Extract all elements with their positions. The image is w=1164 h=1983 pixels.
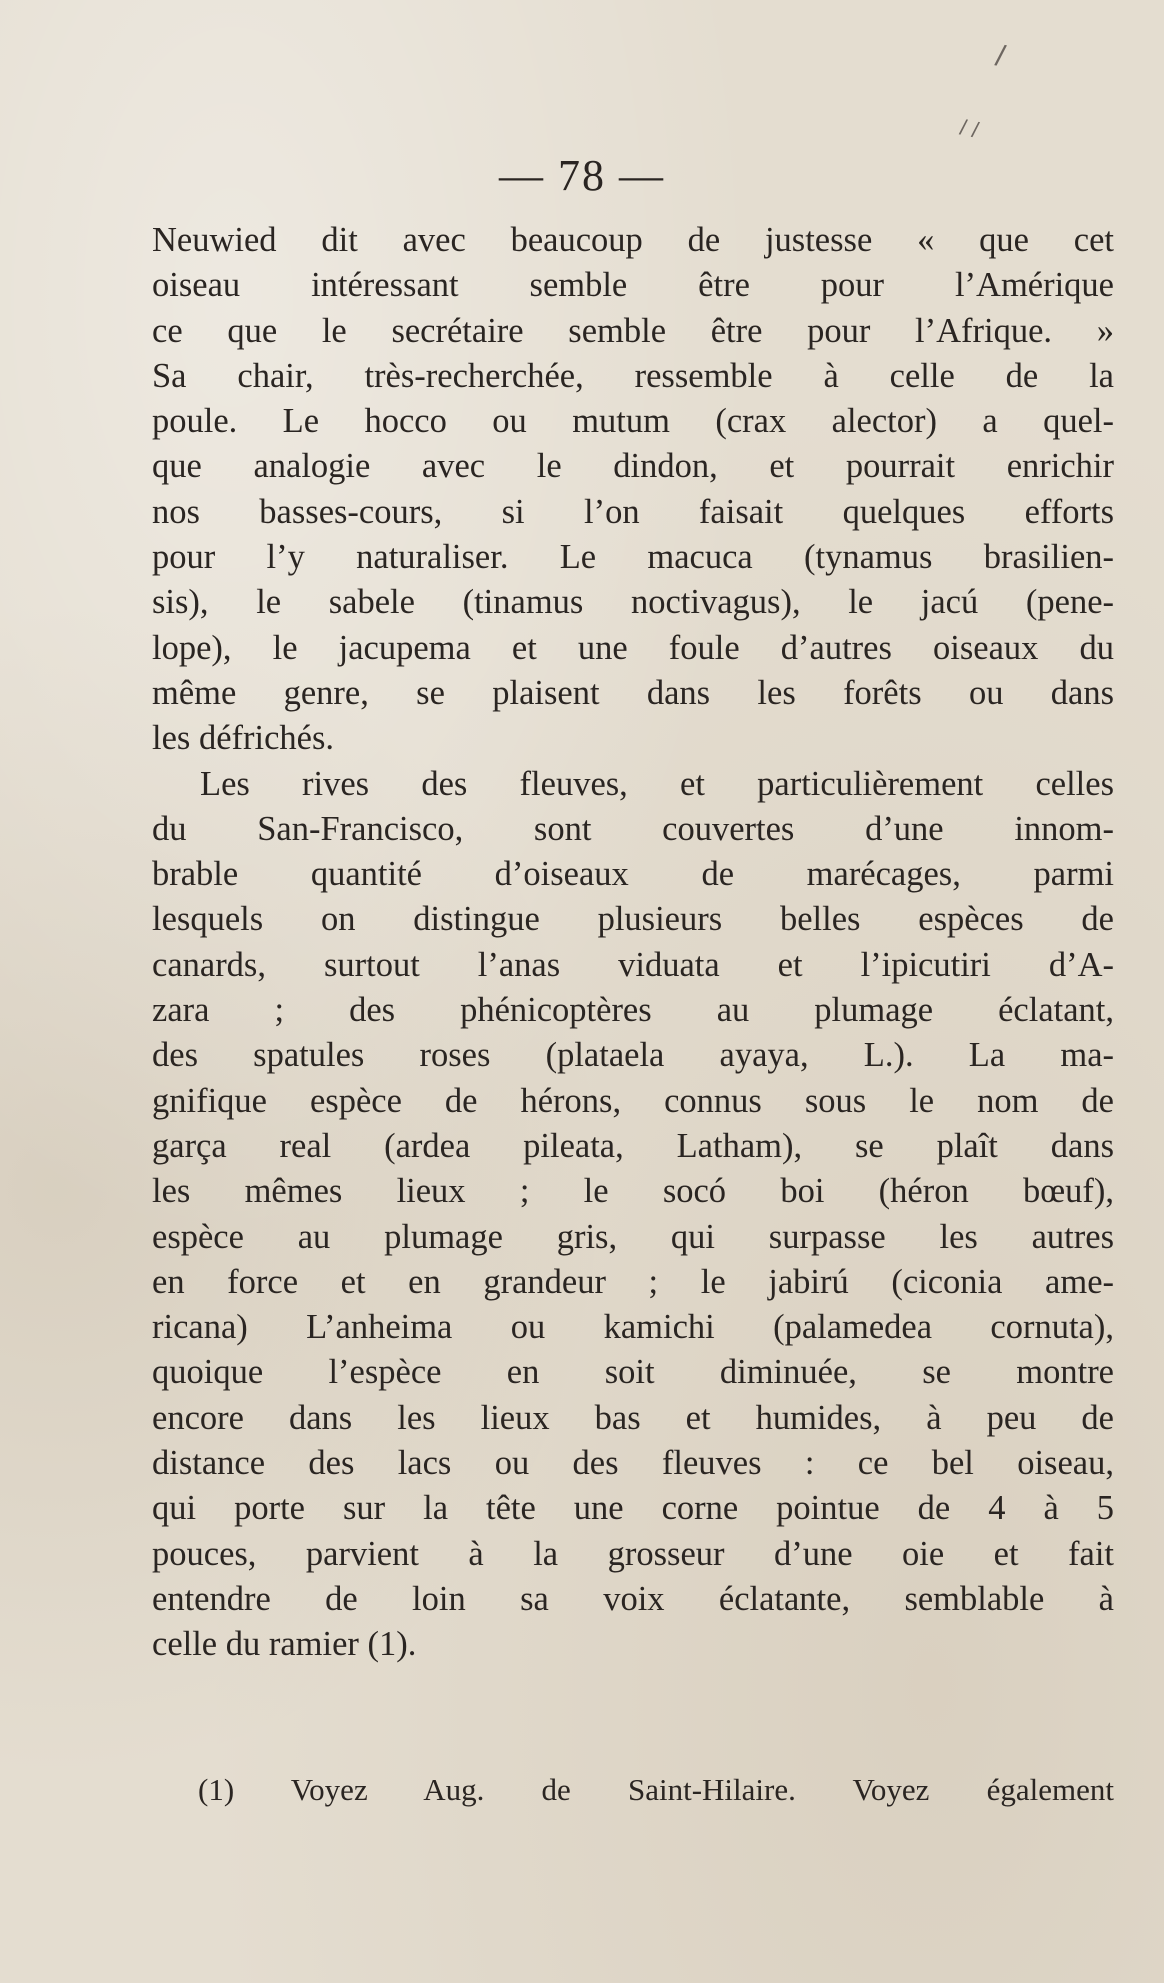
text-line: même genre, se plaisent dans les forêts ou dans bbox=[152, 673, 1114, 712]
text-line: en force et en grandeur ; le jabirú (ciconia ame- bbox=[152, 1262, 1114, 1301]
text-line: des spatules roses (plataela ayaya, L.). La ma- bbox=[152, 1036, 1114, 1075]
pencil-mark: / bbox=[992, 39, 1008, 74]
text-line: lesquels on distingue plusieurs belles espèces de bbox=[152, 900, 1114, 939]
text-line: sis), le sabele (tinamus noctivagus), le jacú (pene- bbox=[152, 583, 1114, 622]
text-line: distance des lacs ou des fleuves : ce bel oiseau, bbox=[152, 1444, 1114, 1483]
body-text bbox=[152, 218, 1114, 1668]
text-line: canards, surtout l’anas viduata et l’ipicutiri d’A- bbox=[152, 945, 1114, 984]
text-line: lope), le jacupema et une foule d’autres oiseaux du bbox=[152, 628, 1114, 667]
text-line: qui porte sur la tête une corne pointue de 4 à 5 bbox=[152, 1489, 1114, 1528]
text-line: poule. Le hocco ou mutum (crax alector) a quel- bbox=[152, 402, 1114, 441]
text-line: les défrichés. bbox=[152, 719, 335, 758]
text-line: du San-Francisco, sont couvertes d’une innom- bbox=[152, 809, 1114, 848]
text-line: celle du ramier (1). bbox=[152, 1625, 417, 1664]
text-line: nos basses-cours, si l’on faisait quelques efforts bbox=[152, 492, 1114, 531]
text-line: gnifique espèce de hérons, connus sous le nom de bbox=[152, 1081, 1114, 1120]
footnote: (1) Voyez Aug. de Saint-Hilaire. Voyez également bbox=[198, 1772, 1114, 1807]
text-line: Neuwied dit avec beaucoup de justesse « que cet bbox=[152, 221, 1114, 259]
text-line: garça real (ardea pileata, Latham), se plaît dans bbox=[152, 1126, 1114, 1165]
text-line: que analogie avec le dindon, et pourrait enrichir bbox=[152, 447, 1114, 486]
text-line: les mêmes lieux ; le socó boi (héron bœuf), bbox=[152, 1172, 1114, 1211]
page-number: — 78 — bbox=[499, 151, 665, 200]
text-line: pour l’y naturaliser. Le macuca (tynamus brasilien- bbox=[152, 538, 1114, 577]
text-line: ce que le secrétaire semble être pour l’Afrique. » bbox=[152, 311, 1114, 350]
text-line: entendre de loin sa voix éclatante, semblable à bbox=[152, 1579, 1114, 1618]
text-line: pouces, parvient à la grosseur d’une oie et fait bbox=[152, 1534, 1114, 1573]
paragraph-start-line: Les rives des fleuves, et particulièrement celles bbox=[200, 764, 1114, 803]
text-line: ricana) L’anheima ou kamichi (palamedea cornuta), bbox=[152, 1308, 1114, 1347]
text-line: Sa chair, très-recherchée, ressemble à celle de la bbox=[152, 356, 1114, 395]
text-line: espèce au plumage gris, qui surpasse les autres bbox=[152, 1217, 1114, 1256]
text-line: encore dans les lieux bas et humides, à peu de bbox=[152, 1398, 1114, 1437]
text-line: zara ; des phénicoptères au plumage éclatant, bbox=[152, 991, 1114, 1030]
text-line: oiseau intéressant semble être pour l’Amérique bbox=[152, 266, 1114, 305]
pencil-mark: / / bbox=[957, 114, 981, 143]
text-line: brable quantité d’oiseaux de marécages, parmi bbox=[152, 855, 1114, 894]
text-line: quoique l’espèce en soit diminuée, se montre bbox=[152, 1353, 1114, 1392]
